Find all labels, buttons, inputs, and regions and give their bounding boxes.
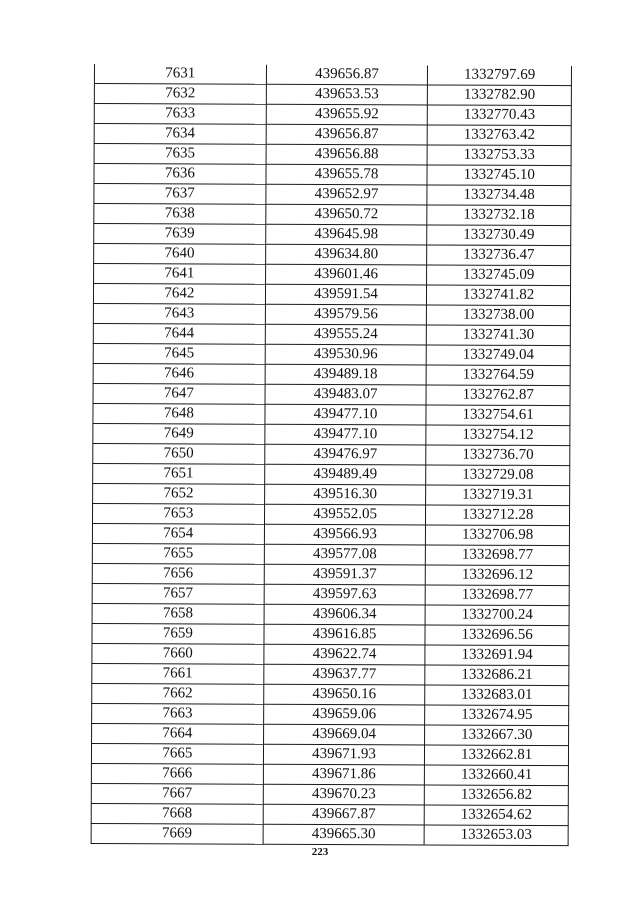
y-coordinate-cell: 1332696.12: [426, 565, 570, 586]
point-number-cell: 7648: [93, 403, 265, 424]
point-number-cell: 7633: [94, 104, 266, 125]
point-number-cell: 7656: [92, 563, 264, 584]
point-number-cell: 7641: [94, 264, 266, 285]
y-coordinate-cell: 1332763.42: [428, 125, 572, 146]
y-coordinate-cell: 1332734.48: [427, 185, 571, 206]
x-coordinate-cell: 439591.54: [265, 284, 427, 305]
x-coordinate-cell: 439616.85: [264, 624, 426, 645]
x-coordinate-cell: 439579.56: [265, 304, 427, 325]
y-coordinate-cell: 1332654.62: [425, 805, 569, 826]
table-row: [92, 503, 569, 525]
x-coordinate-cell: 439489.18: [265, 364, 427, 385]
y-coordinate-cell: 1332653.03: [424, 825, 568, 846]
y-coordinate-cell: 1332745.09: [427, 265, 571, 286]
table-row: [93, 423, 570, 445]
y-coordinate-cell: 1332770.43: [428, 105, 572, 126]
x-coordinate-cell: 439477.10: [265, 424, 427, 445]
y-coordinate-cell: 1332741.30: [427, 325, 571, 346]
point-number-cell: 7649: [93, 423, 265, 444]
table-row: [92, 703, 569, 725]
coordinate-table-container: [94, 64, 578, 844]
y-coordinate-cell: 1332696.56: [425, 625, 569, 646]
x-coordinate-cell: 439671.86: [263, 764, 425, 785]
y-coordinate-cell: 1332754.12: [426, 425, 570, 446]
point-number-cell: 7639: [94, 224, 266, 245]
x-coordinate-cell: 439671.93: [263, 744, 425, 765]
x-coordinate-cell: 439634.80: [265, 244, 427, 265]
x-coordinate-cell: 439566.93: [264, 524, 426, 545]
y-coordinate-cell: 1332730.49: [427, 225, 571, 246]
point-number-cell: 7647: [93, 383, 265, 404]
x-coordinate-cell: 439656.87: [266, 124, 428, 145]
y-coordinate-cell: 1332667.30: [425, 725, 569, 746]
y-coordinate-cell: 1332712.28: [426, 505, 570, 526]
point-number-cell: 7645: [93, 343, 265, 364]
y-coordinate-cell: 1332736.70: [426, 445, 570, 466]
y-coordinate-cell: 1332698.77: [426, 545, 570, 566]
table-row: [92, 723, 569, 745]
y-coordinate-cell: 1332749.04: [427, 345, 571, 366]
point-number-cell: 7652: [93, 483, 265, 504]
table-row: [93, 363, 570, 385]
point-number-cell: 7634: [94, 124, 266, 145]
x-coordinate-cell: 439655.78: [266, 164, 428, 185]
point-number-cell: 7655: [92, 543, 264, 564]
y-coordinate-cell: 1332686.21: [425, 665, 569, 686]
table-row: [94, 84, 571, 106]
point-number-cell: 7638: [94, 204, 266, 225]
table-row: [93, 443, 570, 465]
table-row: [91, 783, 568, 805]
point-number-cell: 7654: [92, 523, 264, 544]
point-number-cell: 7640: [94, 244, 266, 265]
x-coordinate-cell: 439577.08: [264, 544, 426, 565]
y-coordinate-cell: 1332691.94: [425, 645, 569, 666]
x-coordinate-cell: 439477.10: [265, 404, 427, 425]
table-row: [93, 383, 570, 405]
point-number-cell: 7642: [93, 284, 265, 305]
y-coordinate-cell: 1332719.31: [426, 485, 570, 506]
y-coordinate-cell: 1332764.59: [426, 365, 570, 386]
y-coordinate-cell: 1332732.18: [427, 205, 571, 226]
x-coordinate-cell: 439555.24: [265, 324, 427, 345]
x-coordinate-cell: 439665.30: [263, 824, 425, 845]
point-number-cell: 7653: [92, 503, 264, 524]
point-number-cell: 7667: [91, 783, 263, 804]
table-row: [92, 563, 569, 585]
point-number-cell: 7631: [94, 64, 266, 84]
x-coordinate-cell: 439489.49: [264, 464, 426, 485]
x-coordinate-cell: 439476.97: [264, 444, 426, 465]
page-number: 223: [311, 846, 329, 858]
y-coordinate-cell: 1332656.82: [425, 785, 569, 806]
x-coordinate-cell: 439670.23: [263, 784, 425, 805]
x-coordinate-cell: 439650.72: [266, 204, 428, 225]
x-coordinate-cell: 439483.07: [265, 384, 427, 405]
x-coordinate-cell: 439552.05: [264, 504, 426, 525]
x-coordinate-cell: 439606.34: [264, 604, 426, 625]
x-coordinate-cell: 439653.53: [266, 84, 428, 105]
point-number-cell: 7665: [91, 743, 263, 764]
y-coordinate-cell: 1332698.77: [426, 585, 570, 606]
point-number-cell: 7666: [91, 763, 263, 784]
table-row: [92, 683, 569, 705]
y-coordinate-cell: 1332683.01: [425, 685, 569, 706]
x-coordinate-cell: 439637.77: [264, 664, 426, 685]
x-coordinate-cell: 439516.30: [264, 484, 426, 505]
table-row: [94, 224, 571, 246]
point-number-cell: 7636: [94, 164, 266, 185]
table-row: [92, 543, 569, 565]
x-coordinate-cell: 439652.97: [266, 184, 428, 205]
y-coordinate-cell: 1332706.98: [426, 525, 570, 546]
point-number-cell: 7657: [92, 583, 264, 604]
table-row: [94, 124, 571, 146]
point-number-cell: 7663: [92, 703, 264, 724]
table-row: [93, 284, 570, 306]
point-number-cell: 7661: [92, 663, 264, 684]
y-coordinate-cell: 1332738.00: [427, 305, 571, 326]
y-coordinate-cell: 1332736.47: [427, 245, 571, 266]
y-coordinate-cell: 1332782.90: [428, 85, 572, 106]
table-row: [94, 184, 571, 206]
table-row: [93, 463, 570, 485]
table-row: [93, 403, 570, 425]
table-row: [93, 483, 570, 505]
point-number-cell: 7651: [93, 463, 265, 484]
table-row: [94, 264, 571, 286]
table-row: [91, 763, 568, 785]
table-row: [94, 144, 571, 166]
point-number-cell: 7658: [92, 603, 264, 624]
x-coordinate-cell: 439622.74: [264, 644, 426, 665]
x-coordinate-cell: 439656.88: [266, 144, 428, 165]
point-number-cell: 7635: [94, 144, 266, 165]
table-row: [91, 803, 568, 825]
x-coordinate-cell: 439667.87: [263, 804, 425, 825]
x-coordinate-cell: 439645.98: [265, 224, 427, 245]
table-row: [91, 743, 568, 765]
point-number-cell: 7637: [94, 184, 266, 205]
x-coordinate-cell: 439655.92: [266, 104, 428, 125]
y-coordinate-cell: 1332753.33: [427, 145, 571, 166]
table-row: [94, 244, 571, 266]
table-row: [94, 104, 571, 126]
table-row: [93, 343, 570, 365]
table-row: [92, 523, 569, 545]
coordinate-table-body: [91, 64, 571, 846]
point-number-cell: 7662: [92, 683, 264, 704]
y-coordinate-cell: 1332754.61: [426, 405, 570, 426]
point-number-cell: 7664: [92, 723, 264, 744]
point-number-cell: 7659: [92, 623, 264, 644]
x-coordinate-cell: 439656.87: [266, 65, 428, 85]
table-row: [91, 823, 568, 845]
x-coordinate-cell: 439669.04: [263, 724, 425, 745]
point-number-cell: 7660: [92, 643, 264, 664]
table-row: [94, 164, 571, 186]
table-row: [92, 603, 569, 625]
y-coordinate-cell: 1332729.08: [426, 465, 570, 486]
y-coordinate-cell: 1332741.82: [427, 285, 571, 306]
x-coordinate-cell: 439659.06: [263, 704, 425, 725]
point-number-cell: 7643: [93, 303, 265, 324]
x-coordinate-cell: 439601.46: [265, 264, 427, 285]
y-coordinate-cell: 1332745.10: [427, 165, 571, 186]
y-coordinate-cell: 1332762.87: [426, 385, 570, 406]
x-coordinate-cell: 439597.63: [264, 584, 426, 605]
point-number-cell: 7632: [94, 84, 266, 105]
y-coordinate-cell: 1332797.69: [428, 65, 572, 85]
point-number-cell: 7668: [91, 803, 263, 824]
y-coordinate-cell: 1332662.81: [425, 745, 569, 766]
coordinate-table: [91, 64, 572, 846]
table-row: [93, 303, 570, 325]
x-coordinate-cell: 439591.37: [264, 564, 426, 585]
point-number-cell: 7646: [93, 363, 265, 384]
y-coordinate-cell: 1332660.41: [425, 765, 569, 786]
table-row: [94, 204, 571, 226]
table-row: [92, 623, 569, 645]
table-row: [93, 323, 570, 345]
x-coordinate-cell: 439650.16: [263, 684, 425, 705]
table-row: [92, 583, 569, 605]
table-row: [92, 643, 569, 665]
table-row: [94, 64, 571, 86]
point-number-cell: 7650: [93, 443, 265, 464]
point-number-cell: 7669: [91, 823, 263, 844]
table-row: [92, 663, 569, 685]
point-number-cell: 7644: [93, 323, 265, 344]
x-coordinate-cell: 439530.96: [265, 344, 427, 365]
y-coordinate-cell: 1332674.95: [425, 705, 569, 726]
y-coordinate-cell: 1332700.24: [425, 605, 569, 626]
